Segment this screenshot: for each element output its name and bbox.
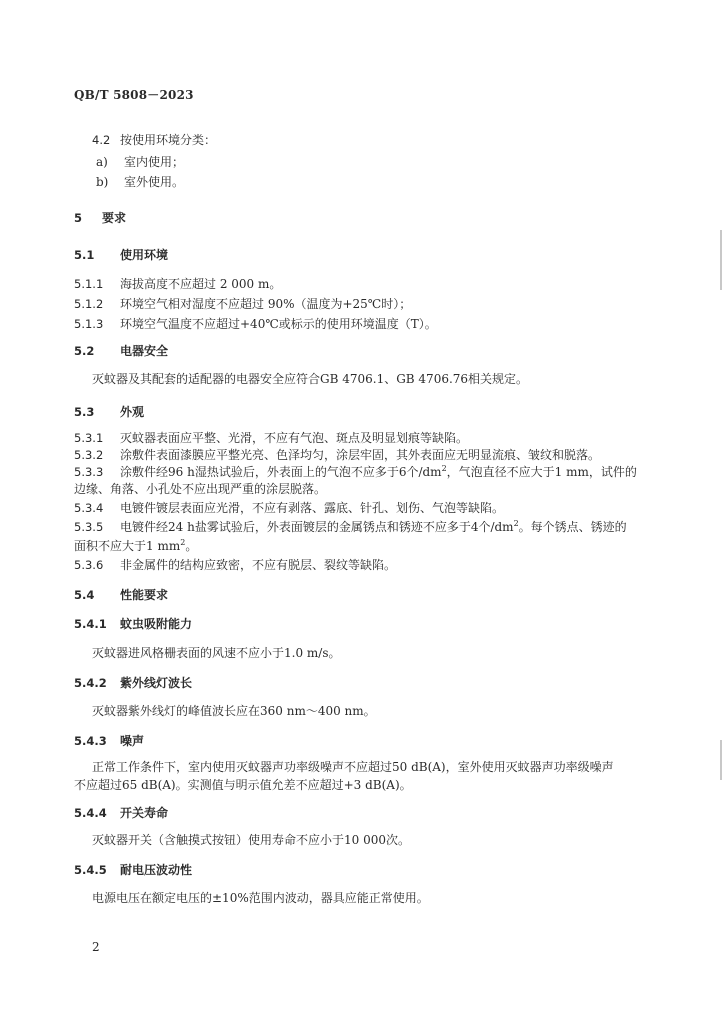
section-number: 5 xyxy=(74,211,83,225)
clause-text-cont: 。 xyxy=(185,539,198,553)
clause-text: 非金属件的结构应致密，不应有脱层、裂纹等缺陷。 xyxy=(120,558,397,572)
list-item-b xyxy=(96,174,184,190)
paragraph-5-4-3-line-2: 不应超过65 dB(A)。实测值与明示值允差不应超过+3 dB(A)。 xyxy=(74,778,412,792)
clause-text: 环境空气相对湿度不应超过 90%（温度为+25℃时）； xyxy=(120,297,412,311)
clause-number: 5.3.1 xyxy=(74,431,104,445)
section-title: 噪声 xyxy=(120,734,145,748)
scan-edge-mark xyxy=(720,740,722,780)
section-title: 蚊虫吸附能力 xyxy=(120,617,193,631)
standard-code: QB/T 5808－2023 xyxy=(74,88,194,102)
clause-text: 涂敷件表面漆膜应平整光亮、色泽均匀，涂层牢固，其外表面应无明显流痕、皱纹和脱落。 xyxy=(120,448,601,462)
section-number: 5.4.4 xyxy=(74,806,107,820)
clause-text-cont: 。每个锈点、锈迹的 xyxy=(518,520,627,534)
section-5-4-3-heading xyxy=(74,733,144,749)
page-number: 2 xyxy=(92,940,100,954)
section-title: 性能要求 xyxy=(120,588,169,602)
section-5-3-heading xyxy=(74,404,144,420)
paragraph-5-4-1: 灭蚊器进风格栅表面的风速不应小于1.0 m/s。 xyxy=(92,646,341,660)
section-number: 5.4.2 xyxy=(74,676,107,690)
superscript: 2 xyxy=(513,519,519,528)
section-5-heading xyxy=(74,210,126,226)
paragraph-5-2: 灭蚊器及其配套的适配器的电器安全应符合GB 4706.1、GB 4706.76相关规定。 xyxy=(92,372,529,386)
section-5-4-4-heading xyxy=(74,805,168,821)
clause-text: 按使用环境分类： xyxy=(120,133,217,147)
clause-number: 5.3.3 xyxy=(74,465,104,479)
clause-number: 5.1.2 xyxy=(74,297,104,311)
section-number: 5.4 xyxy=(74,588,95,602)
section-number: 5.4.5 xyxy=(74,863,107,877)
section-5-1-heading xyxy=(74,247,168,263)
clause-5-3-2 xyxy=(74,447,600,463)
section-title: 紫外线灯波长 xyxy=(120,676,193,690)
clause-text: 电镀件镀层表面应光滑，不应有剥落、露底、针孔、划伤、气泡等缺陷。 xyxy=(120,501,505,515)
superscript: 2 xyxy=(180,538,186,547)
scan-edge-mark xyxy=(720,230,722,290)
paragraph-5-4-5: 电源电压在额定电压的±10%范围内波动，器具应能正常使用。 xyxy=(92,891,429,905)
section-5-2-heading xyxy=(74,343,168,359)
clause-5-3-4 xyxy=(74,500,504,516)
clause-5-3-3-line-2: 边缘、角落、小孔处不应出现严重的涂层脱落。 xyxy=(74,482,327,496)
clause-text: 涂敷件经96 h湿热试验后，外表面上的气泡不应多于6个/dm xyxy=(120,465,442,479)
clause-5-3-5-line-2 xyxy=(74,538,197,554)
clause-number: 4.2 xyxy=(92,133,111,147)
clause-number: 5.3.6 xyxy=(74,558,104,572)
paragraph-5-4-4: 灭蚊器开关（含触摸式按钮）使用寿命不应小于10 000次。 xyxy=(92,833,410,847)
clause-number: 5.3.2 xyxy=(74,448,104,462)
section-number: 5.1 xyxy=(74,248,95,262)
clause-number: 5.3.5 xyxy=(74,520,104,534)
section-number: 5.4.1 xyxy=(74,617,107,631)
section-5-4-5-heading xyxy=(74,862,192,878)
clause-5-1-1 xyxy=(74,276,281,292)
section-title: 外观 xyxy=(120,405,145,419)
superscript: 2 xyxy=(441,464,447,473)
section-5-4-heading xyxy=(74,587,168,603)
list-letter: b) xyxy=(96,175,109,189)
clause-text-cont: ，气泡直径不应大于1 mm，试件的 xyxy=(446,465,637,479)
clause-number: 5.3.4 xyxy=(74,501,104,515)
clause-5-3-6 xyxy=(74,557,396,573)
clause-text: 面积不应大于1 mm xyxy=(74,539,181,553)
section-number: 5.3 xyxy=(74,405,95,419)
section-number: 5.4.3 xyxy=(74,734,107,748)
paragraph-5-4-3-line-1: 正常工作条件下，室内使用灭蚊器声功率级噪声不应超过50 dB(A)，室外使用灭蚊器声功率级噪声 xyxy=(92,760,614,774)
section-5-4-1-heading xyxy=(74,616,192,632)
clause-number: 5.1.3 xyxy=(74,317,104,331)
section-title: 电器安全 xyxy=(120,344,169,358)
clause-5-1-2 xyxy=(74,296,411,312)
list-item-a xyxy=(96,154,184,170)
paragraph-5-4-2: 灭蚊器紫外线灯的峰值波长应在360 nm～400 nm。 xyxy=(92,704,376,718)
list-text: 室外使用。 xyxy=(124,175,185,189)
clause-number: 5.1.1 xyxy=(74,277,104,291)
section-title: 使用环境 xyxy=(120,248,169,262)
list-letter: a) xyxy=(96,155,108,169)
section-5-4-2-heading xyxy=(74,675,192,691)
clause-5-1-3 xyxy=(74,316,437,332)
clause-5-3-5 xyxy=(74,519,627,535)
clause-text: 海拔高度不应超过 2 000 m。 xyxy=(120,277,282,291)
list-text: 室内使用； xyxy=(124,155,185,169)
clause-4-2 xyxy=(92,132,216,148)
section-title: 开关寿命 xyxy=(120,806,169,820)
clause-5-3-1 xyxy=(74,430,468,446)
clause-text: 电镀件经24 h盐雾试验后，外表面镀层的金属锈点和锈迹不应多于4个/dm xyxy=(120,520,514,534)
clause-text: 灭蚊器表面应平整、光滑，不应有气泡、斑点及明显划痕等缺陷。 xyxy=(120,431,469,445)
section-title: 耐电压波动性 xyxy=(120,863,193,877)
section-number: 5.2 xyxy=(74,344,95,358)
clause-text: 环境空气温度不应超过+40℃或标示的使用环境温度（T）。 xyxy=(120,317,437,331)
section-title: 要求 xyxy=(102,211,127,225)
clause-5-3-3 xyxy=(74,464,637,480)
